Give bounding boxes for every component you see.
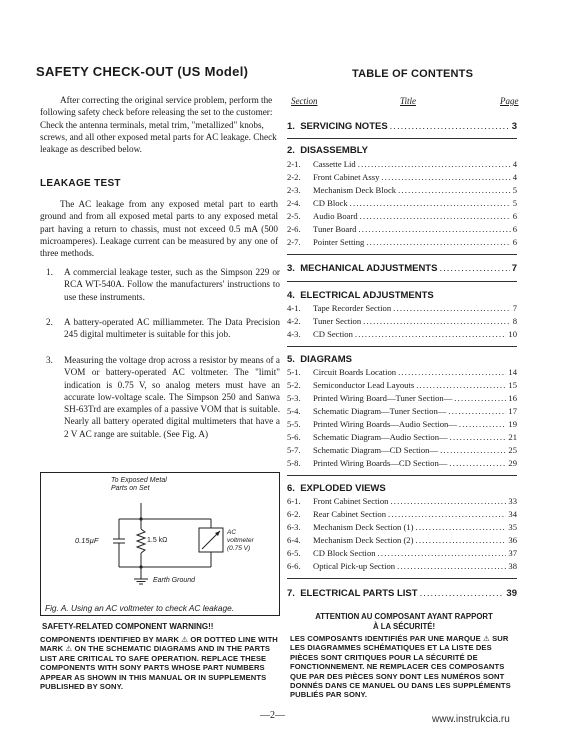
toc-item-title: Front Cabinet Section	[313, 496, 389, 506]
toc-leader-dots	[360, 211, 511, 221]
toc-page-number: 14	[508, 367, 517, 377]
toc-item-title: Rear Cabinet Section	[313, 509, 387, 519]
label-line: voltmeter	[227, 537, 254, 544]
toc-section-name: DISASSEMBLY	[300, 145, 368, 156]
toc-section-number: 1.	[287, 121, 295, 132]
step-number: 1.	[46, 267, 53, 277]
toc-leader-dots	[350, 198, 511, 208]
toc-item-6-6[interactable]	[287, 561, 517, 571]
step-number: 3.	[46, 355, 53, 365]
toc-page-number: 5	[512, 198, 517, 208]
toc-page-number: 33	[508, 496, 517, 506]
toc-page-number: 15	[508, 380, 517, 390]
toc-page-number: 7	[511, 263, 517, 274]
toc-section-5[interactable]	[287, 354, 517, 365]
toc-item-title: Semiconductor Lead Layouts	[313, 380, 415, 390]
toc-leader-dots	[381, 172, 510, 182]
toc-item-5-3[interactable]	[287, 393, 517, 403]
toc-item-title: Circuit Boards Location	[313, 367, 397, 377]
toc-item-number: 2-1.	[287, 159, 301, 169]
toc-item-title: Schematic Diagram—Audio Section—	[313, 432, 448, 442]
toc-page-number: 6	[512, 237, 517, 247]
toc-item-5-6[interactable]	[287, 432, 517, 442]
toc-page-number: 38	[508, 561, 517, 571]
toc-section-1[interactable]	[287, 121, 517, 132]
toc-item-title: Tuner Board	[313, 224, 357, 234]
toc-section-number: 5.	[287, 354, 295, 365]
intro-text	[40, 94, 278, 155]
toc-section-name: ELECTRICAL PARTS LIST	[300, 588, 418, 599]
toc-section-number: 4.	[287, 290, 295, 301]
toc-leader-dots	[363, 316, 511, 326]
toc-column-section: Section	[291, 96, 318, 106]
toc-page-number: 4	[512, 172, 517, 182]
toc-item-number: 2-3.	[287, 185, 301, 195]
leakage-test-heading: LEAKAGE TEST	[40, 178, 121, 189]
toc-item-number: 6-4.	[287, 535, 301, 545]
toc-page-number: 4	[512, 159, 517, 169]
toc-section-title	[287, 354, 352, 365]
toc-item-title: CD Section	[313, 329, 353, 339]
toc-item-title: Tape Recorder Section	[313, 303, 392, 313]
toc-leader-dots	[450, 432, 507, 442]
toc-leader-dots	[420, 588, 505, 599]
toc-divider	[287, 346, 517, 347]
french-warning-heading	[304, 612, 504, 631]
figure-caption: Fig. A. Using an AC voltmeter to check AC leakage.	[45, 603, 235, 613]
toc-item-5-1[interactable]	[287, 367, 517, 377]
toc-item-4-2[interactable]	[287, 316, 517, 326]
toc-leader-dots	[459, 419, 506, 429]
toc-item-number: 6-2.	[287, 509, 301, 519]
toc-section-number: 3.	[287, 263, 295, 274]
page-number: —2—	[260, 710, 285, 721]
label-line: To Exposed Metal	[111, 477, 167, 484]
toc-leader-dots	[393, 303, 511, 313]
toc-section-title	[287, 290, 434, 301]
toc-item-title: Mechanism Deck Block	[313, 185, 397, 195]
toc-page-number: 16	[508, 393, 517, 403]
toc-page-number: 25	[508, 445, 517, 455]
toc-leader-dots	[416, 380, 506, 390]
toc-section-2[interactable]	[287, 145, 517, 156]
toc-page-number: 3	[511, 121, 517, 132]
toc-leader-dots	[378, 548, 507, 558]
toc-leader-dots	[390, 121, 510, 132]
toc-item-number: 5-2.	[287, 380, 301, 390]
toc-item-title: CD Block	[313, 198, 348, 208]
toc-page-number: 5	[512, 185, 517, 195]
earth-ground-label: Earth Ground	[153, 577, 196, 584]
toc-item-number: 6-3.	[287, 522, 301, 532]
toc-page-number: 6	[512, 224, 517, 234]
toc-item-title: CD Block Section	[313, 548, 376, 558]
toc-section-title	[287, 121, 388, 132]
toc-item-title: Printed Wiring Board—Tuner Section—	[313, 393, 453, 403]
toc-leader-dots	[397, 561, 506, 571]
intro-paragraph-2: Check the antenna terminals, metal trim, "metallized" knobs, screws, and all other exposed metal parts for AC leakage. Check leakage as described below.	[40, 119, 277, 155]
toc-leader-dots	[440, 445, 506, 455]
toc-leader-dots	[388, 509, 506, 519]
watermark: www.instrukcia.ru	[432, 714, 510, 725]
toc-item-number: 4-1.	[287, 303, 301, 313]
toc-section-title	[287, 145, 368, 156]
toc-item-2-3[interactable]	[287, 185, 517, 195]
toc-section-6[interactable]	[287, 483, 517, 494]
toc-item-number: 5-8.	[287, 458, 301, 468]
toc-page-number: 29	[508, 458, 517, 468]
method-step-2	[40, 316, 280, 341]
toc-page-number: 6	[512, 211, 517, 221]
heading-line: À LA SÉCURITÉ!	[372, 621, 436, 631]
toc-item-number: 2-4.	[287, 198, 301, 208]
toc-leader-dots	[415, 535, 506, 545]
toc-leader-dots	[454, 393, 506, 403]
toc-item-number: 6-6.	[287, 561, 301, 571]
toc-section-number: 7.	[287, 588, 295, 599]
toc-item-number: 5-7.	[287, 445, 301, 455]
step-number: 2.	[46, 317, 53, 327]
toc-section-name: MECHANICAL ADJUSTMENTS	[300, 263, 438, 274]
toc-section-name: SERVICING NOTES	[300, 121, 388, 132]
toc-item-number: 4-2.	[287, 316, 301, 326]
toc-item-5-2[interactable]	[287, 380, 517, 390]
toc-section-name: ELECTRICAL ADJUSTMENTS	[300, 290, 434, 301]
toc-item-6-1[interactable]	[287, 496, 517, 506]
toc-leader-dots	[390, 496, 506, 506]
toc-leader-dots	[398, 185, 511, 195]
label-line: (0.75 V)	[227, 545, 251, 552]
toc-item-title: Schematic Diagram—CD Section—	[313, 445, 439, 455]
toc-divider	[287, 281, 517, 282]
toc-item-title: Printed Wiring Boards—Audio Section—	[313, 419, 457, 429]
toc-item-number: 5-1.	[287, 367, 301, 377]
method-step-3	[40, 354, 280, 440]
toc-item-title: Pointer Setting	[313, 237, 365, 247]
toc-item-title: Audio Board	[313, 211, 358, 221]
toc-section-title	[287, 263, 437, 274]
toc-item-number: 5-4.	[287, 406, 301, 416]
toc-section-name: DIAGRAMS	[300, 354, 352, 365]
toc-item-number: 4-3.	[287, 329, 301, 339]
toc-item-2-7[interactable]	[287, 237, 517, 247]
toc-item-5-7[interactable]	[287, 445, 517, 455]
intro-paragraph-1: After correcting the original service problem, perform the following safety check before releasing the set to the customer:	[40, 95, 273, 118]
toc-item-2-4[interactable]	[287, 198, 517, 208]
toc-leader-dots	[358, 224, 510, 234]
toc-column-page: Page	[500, 96, 519, 106]
toc-item-title: Cassette Lid	[313, 159, 356, 169]
toc-item-title: Printed Wiring Boards—CD Section—	[313, 458, 448, 468]
toc-page-number: 36	[508, 535, 517, 545]
label-line: AC	[227, 529, 237, 536]
toc-item-title: Tuner Section	[313, 316, 362, 326]
toc-title: TABLE OF CONTENTS	[352, 68, 474, 80]
toc-item-number: 2-7.	[287, 237, 301, 247]
toc-item-6-5[interactable]	[287, 548, 517, 558]
toc-section-number: 6.	[287, 483, 295, 494]
safety-warning-heading: SAFETY-RELATED COMPONENT WARNING!!	[42, 622, 214, 631]
toc-item-title: Mechanism Deck Section (2)	[313, 535, 414, 545]
resistor-label: 1.5 kΩ	[147, 537, 168, 544]
toc-item-5-5[interactable]	[287, 419, 517, 429]
toc-item-6-3[interactable]	[287, 522, 517, 532]
toc-item-2-5[interactable]	[287, 211, 517, 221]
toc-page-number: 35	[508, 522, 517, 532]
toc-section-name: EXPLODED VIEWS	[300, 483, 386, 494]
step-text: Measuring the voltage drop across a resistor by means of a VOM or battery-operated AC voltmeter. The "limit" indication is 0.75 V, so analog meters must have an accurate low-voltage scale. The Simpson 250 and Sanwa SH-63Trd are examples of a passive VOM that is suitable. Nearly all battery operated digital multimeters that have a 2 V AC range are suitable. (See Fig. A)	[64, 355, 280, 439]
toc-page-number: 19	[508, 419, 517, 429]
toc-item-2-1[interactable]	[287, 159, 517, 169]
toc-item-5-4[interactable]	[287, 406, 517, 416]
figure-a-box	[40, 472, 280, 616]
toc-item-2-6[interactable]	[287, 224, 517, 234]
toc-page-number: 7	[512, 303, 517, 313]
toc-section-title	[287, 483, 386, 494]
safety-warning-text: COMPONENTS IDENTIFIED BY MARK ⚠ OR DOTTED LINE WITH MARK ⚠ ON THE SCHEMATIC DIAGRAMS AND IN THE PARTS LIST ARE CRITICAL TO SAFE OPERATION. REPLACE THESE COMPONENTS WITH SONY PARTS WHOSE PART NUMBERS APPEAR AS SHOWN IN THIS MANUAL OR IN SUPPLEMENTS PUBLISHED BY SONY.	[40, 635, 278, 692]
toc-divider	[287, 578, 517, 579]
toc-item-5-8[interactable]	[287, 458, 517, 468]
toc-leader-dots	[366, 237, 510, 247]
toc-item-title: Front Cabinet Assy	[313, 172, 380, 182]
toc-section-3[interactable]	[287, 263, 517, 274]
toc-item-number: 6-1.	[287, 496, 301, 506]
toc-page-number: 34	[508, 509, 517, 519]
toc-page-number: 10	[508, 329, 517, 339]
toc-item-number: 2-5.	[287, 211, 301, 221]
toc-divider	[287, 475, 517, 476]
toc-leader-dots	[415, 522, 506, 532]
toc-item-4-3[interactable]	[287, 329, 517, 339]
label-line: Parts on Set	[111, 485, 150, 492]
french-warning-text: LES COMPOSANTS IDENTIFIÉS PAR UNE MARQUE ⚠ SUR LES DIAGRAMMES SCHÉMATIQUES ET LA LISTE DES PIÈCES SONT CRITIQUES POUR LA SÉCURITÉ DE FONCTIONNEMENT. NE REMPLACER CES COMPOSANTS QUE PAR DES PIÈCES SONY DONT LES NUMÉROS SONT DONNÉS DANS CE MANUEL OU DANS LES SUPPLÉMENTS PUBLIÉS PAR SONY.	[290, 634, 511, 700]
toc-item-number: 5-3.	[287, 393, 301, 403]
toc-leader-dots	[439, 263, 509, 274]
toc-item-6-4[interactable]	[287, 535, 517, 545]
toc-item-title: Mechanism Deck Section (1)	[313, 522, 414, 532]
toc-leader-dots	[355, 329, 507, 339]
toc-page-number: 39	[506, 588, 517, 599]
toc-section-4[interactable]	[287, 290, 517, 301]
toc-leader-dots	[448, 406, 506, 416]
capacitor-label: 0.15µF	[75, 536, 99, 545]
toc-column-title: Title	[400, 96, 417, 106]
toc-leader-dots	[398, 367, 506, 377]
toc-item-number: 5-6.	[287, 432, 301, 442]
method-step-1	[40, 266, 280, 303]
toc-page-number: 17	[508, 406, 517, 416]
toc-leader-dots	[449, 458, 506, 468]
toc-divider	[287, 254, 517, 255]
toc-item-number: 6-5.	[287, 548, 301, 558]
toc-item-number: 2-2.	[287, 172, 301, 182]
toc-section-title	[287, 588, 418, 599]
toc-item-6-2[interactable]	[287, 509, 517, 519]
toc-leader-dots	[358, 159, 511, 169]
toc-item-title: Optical Pick-up Section	[313, 561, 396, 571]
toc-page-number: 8	[512, 316, 517, 326]
leakage-test-body: The AC leakage from any exposed metal part to earth ground and from all exposed metal parts to any exposed metal part having a return to chassis, must not exceed 0.5 mA (500 microamperes). Leakage current can be measured by any one of three methods.	[40, 199, 278, 259]
meter-label	[227, 529, 254, 553]
toc-item-number: 2-6.	[287, 224, 301, 234]
toc-page-number: 37	[508, 548, 517, 558]
toc-section-7[interactable]	[287, 588, 517, 599]
toc-section-number: 2.	[287, 145, 295, 156]
toc-item-2-2[interactable]	[287, 172, 517, 182]
toc-page-number: 21	[508, 432, 517, 442]
figure-label-top	[111, 477, 167, 493]
step-text: A commercial leakage tester, such as the Simpson 229 or RCA WT-540A. Follow the manufacturers' instructions to use these instruments.	[64, 267, 280, 302]
toc-item-4-1[interactable]	[287, 303, 517, 313]
toc-item-title: Schematic Diagram—Tuner Section—	[313, 406, 447, 416]
toc-item-number: 5-5.	[287, 419, 301, 429]
step-text: A battery-operated AC milliammeter. The Data Precision 245 digital multimeter is suitable for this job.	[64, 317, 280, 340]
toc-divider	[287, 138, 517, 139]
heading-line: ATTENTION AU COMPOSANT AYANT RAPPORT	[315, 612, 493, 621]
safety-checkout-title: SAFETY CHECK-OUT (US Model)	[36, 64, 249, 79]
